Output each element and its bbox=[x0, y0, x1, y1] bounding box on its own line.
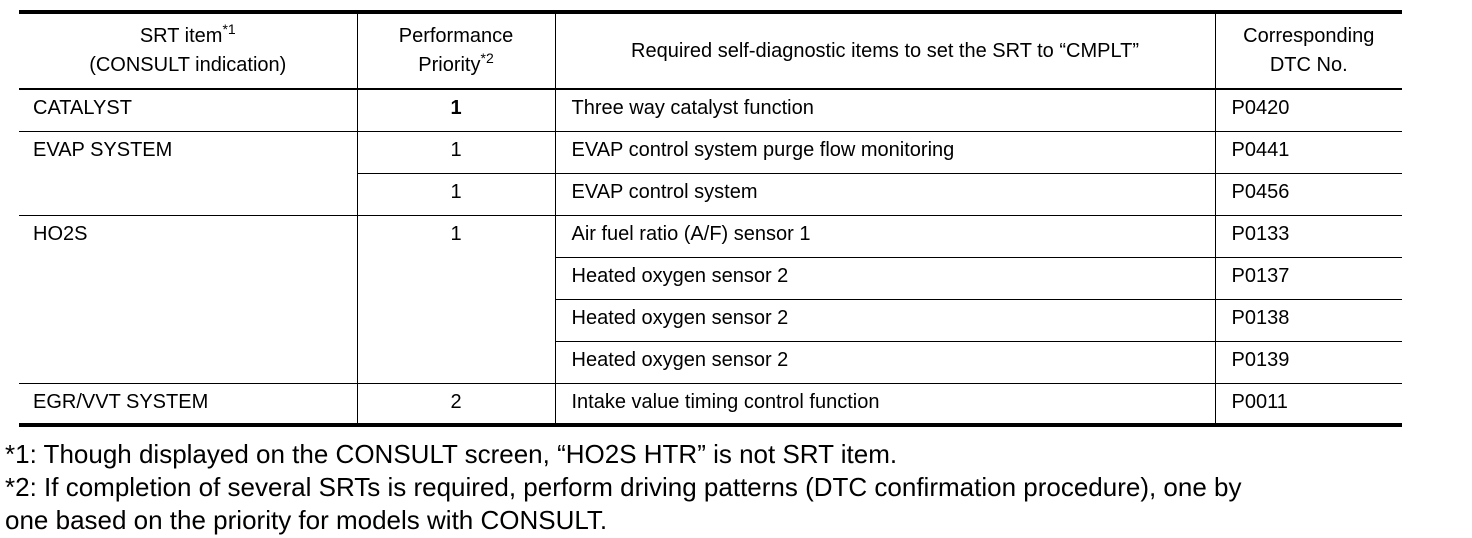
dtc-cell: P0138 bbox=[1215, 299, 1402, 341]
table-row bbox=[19, 215, 1402, 257]
header-priority bbox=[357, 12, 555, 89]
footnote-1: *1: Though displayed on the CONSULT screen, “HO2S HTR” is not SRT item. bbox=[5, 439, 898, 469]
header-srt-item bbox=[19, 12, 357, 89]
required-item-cell: Heated oxygen sensor 2 bbox=[555, 341, 1215, 383]
header-required-label: Required self-diagnostic items to set the SRT to “CMPLT” bbox=[631, 39, 1139, 62]
dtc-cell: P0011 bbox=[1215, 383, 1402, 425]
dtc-cell: P0133 bbox=[1215, 215, 1402, 257]
table-row bbox=[19, 89, 1402, 131]
header-priority-line1: Performance bbox=[398, 25, 514, 47]
dtc-cell: P0420 bbox=[1215, 89, 1402, 131]
required-item-cell: Three way catalyst function bbox=[555, 89, 1215, 131]
header-dtc bbox=[1215, 12, 1402, 89]
required-item-cell: Air fuel ratio (A/F) sensor 1 bbox=[555, 215, 1215, 257]
priority-cell: 1 bbox=[357, 89, 555, 131]
dtc-cell: P0137 bbox=[1215, 257, 1402, 299]
srt-item-cell: EGR/VVT SYSTEM bbox=[19, 383, 357, 425]
srt-item-cell: HO2S bbox=[19, 215, 357, 383]
required-item-cell: Intake value timing control function bbox=[555, 383, 1215, 425]
header-dtc-line1: Corresponding bbox=[1243, 25, 1375, 47]
header-priority-footnote: *2 bbox=[480, 50, 494, 66]
footnote-2-line2: one based on the priority for models with CONSULT. bbox=[5, 505, 608, 535]
required-item-cell: Heated oxygen sensor 2 bbox=[555, 257, 1215, 299]
srt-item-cell: EVAP SYSTEM bbox=[19, 131, 357, 215]
header-required-items bbox=[555, 12, 1215, 89]
priority-cell: 1 bbox=[357, 173, 555, 215]
required-item-cell: Heated oxygen sensor 2 bbox=[555, 299, 1215, 341]
dtc-cell: P0441 bbox=[1215, 131, 1402, 173]
table-header-row bbox=[19, 12, 1402, 89]
srt-table bbox=[19, 10, 1402, 427]
header-dtc-line2: DTC No. bbox=[1269, 54, 1348, 76]
priority-cell: 1 bbox=[357, 131, 555, 173]
footnotes bbox=[5, 438, 1465, 537]
table-row bbox=[19, 383, 1402, 425]
dtc-cell: P0456 bbox=[1215, 173, 1402, 215]
priority-cell: 1 bbox=[357, 215, 555, 383]
table-row bbox=[19, 131, 1402, 173]
dtc-cell: P0139 bbox=[1215, 341, 1402, 383]
srt-item-cell: CATALYST bbox=[19, 89, 357, 131]
required-item-cell: EVAP control system purge flow monitoring bbox=[555, 131, 1215, 173]
header-consult-indication: (CONSULT indication) bbox=[89, 54, 287, 76]
header-srt-item-footnote: *1 bbox=[222, 21, 236, 37]
header-srt-item-label: SRT item bbox=[139, 25, 223, 47]
footnote-2-line1: *2: If completion of several SRTs is required, perform driving patterns (DTC confirmation procedure), one by bbox=[5, 472, 1242, 502]
priority-cell: 2 bbox=[357, 383, 555, 425]
required-item-cell: EVAP control system bbox=[555, 173, 1215, 215]
header-priority-line2: Priority bbox=[418, 54, 481, 76]
